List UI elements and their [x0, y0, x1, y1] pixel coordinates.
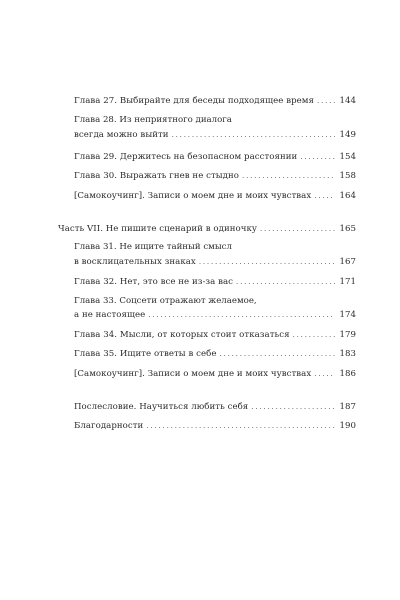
toc-entry-title: в восклицательных знаках	[74, 257, 196, 267]
dot-leader	[251, 404, 335, 411]
toc-part-entry	[58, 225, 356, 234]
toc-entry-title: а не настоящее	[74, 310, 146, 320]
toc-entry-title: Глава 32. Нет, это все не из-за вас	[74, 277, 234, 287]
toc-entry-page: 174	[339, 310, 356, 320]
toc-entry	[74, 97, 356, 106]
toc-entry	[74, 422, 356, 431]
dot-leader	[220, 351, 335, 358]
toc-entry-title: Благодарности	[74, 421, 144, 431]
dot-leader	[314, 371, 335, 378]
toc-entry-title: Послесловие. Научиться любить себя	[74, 402, 249, 412]
toc-entry	[74, 172, 356, 181]
dot-leader	[260, 226, 335, 233]
toc-entry	[74, 131, 356, 140]
toc-entry	[74, 403, 356, 412]
toc-entry-title: Глава 27. Выбирайте для беседы подходящее время	[74, 96, 314, 106]
dot-leader	[148, 312, 335, 319]
toc-entry-page: 183	[339, 349, 356, 359]
toc-entry-title-line1: Глава 28. Из неприятного диалога	[74, 115, 232, 125]
toc-entry-page: 167	[339, 257, 356, 267]
dot-leader	[172, 132, 335, 139]
toc-entry-page: 179	[339, 330, 356, 340]
toc-entry-page: 165	[339, 224, 356, 234]
dot-leader	[300, 154, 335, 161]
dot-leader	[146, 423, 335, 430]
toc-entry-title: Глава 34. Мысли, от которых стоит отказаться	[74, 330, 290, 340]
toc-entry	[74, 370, 356, 379]
dot-leader	[199, 259, 335, 266]
toc-entry-title: Глава 29. Держитесь на безопасном расстоянии	[74, 152, 298, 162]
dot-leader	[242, 173, 335, 180]
dot-leader	[317, 98, 335, 105]
toc-entry-title-line1: Глава 33. Соцсети отражают желаемое,	[74, 296, 257, 306]
toc-entry	[74, 331, 356, 340]
toc-entry-page: 144	[339, 96, 356, 106]
toc-entry	[74, 278, 356, 287]
toc-entry-page: 186	[339, 369, 356, 379]
toc-entry-page: 158	[339, 171, 356, 181]
toc-entry-title: Глава 30. Выражать гнев не стыдно	[74, 171, 240, 181]
toc-entry-title: Часть VII. Не пишите сценарий в одиночку	[58, 224, 257, 234]
dot-leader	[314, 193, 335, 200]
toc-entry-page: 149	[339, 130, 356, 140]
toc-entry-title: Глава 35. Ищите ответы в себе	[74, 349, 217, 359]
toc-entry	[74, 153, 356, 162]
toc-entry	[74, 311, 356, 320]
toc-entry-page: 154	[339, 152, 356, 162]
dot-leader	[236, 279, 335, 286]
toc-entry	[74, 350, 356, 359]
toc-entry-page: 171	[339, 277, 356, 287]
toc-entry-title-line1: Глава 31. Не ищите тайный смысл	[74, 242, 232, 252]
toc-entry-page: 187	[339, 402, 356, 412]
toc-entry	[74, 258, 356, 267]
toc-entry	[74, 192, 356, 201]
toc-entry-title: всегда можно выйти	[74, 130, 169, 140]
toc-entry-title: [Самокоучинг]. Записи о моем дне и моих чувствах	[74, 191, 312, 201]
toc-entry-page: 164	[339, 191, 356, 201]
dot-leader	[293, 332, 335, 339]
toc-entry-page: 190	[339, 421, 356, 431]
toc-entry-title: [Самокоучинг]. Записи о моем дне и моих чувствах	[74, 369, 312, 379]
